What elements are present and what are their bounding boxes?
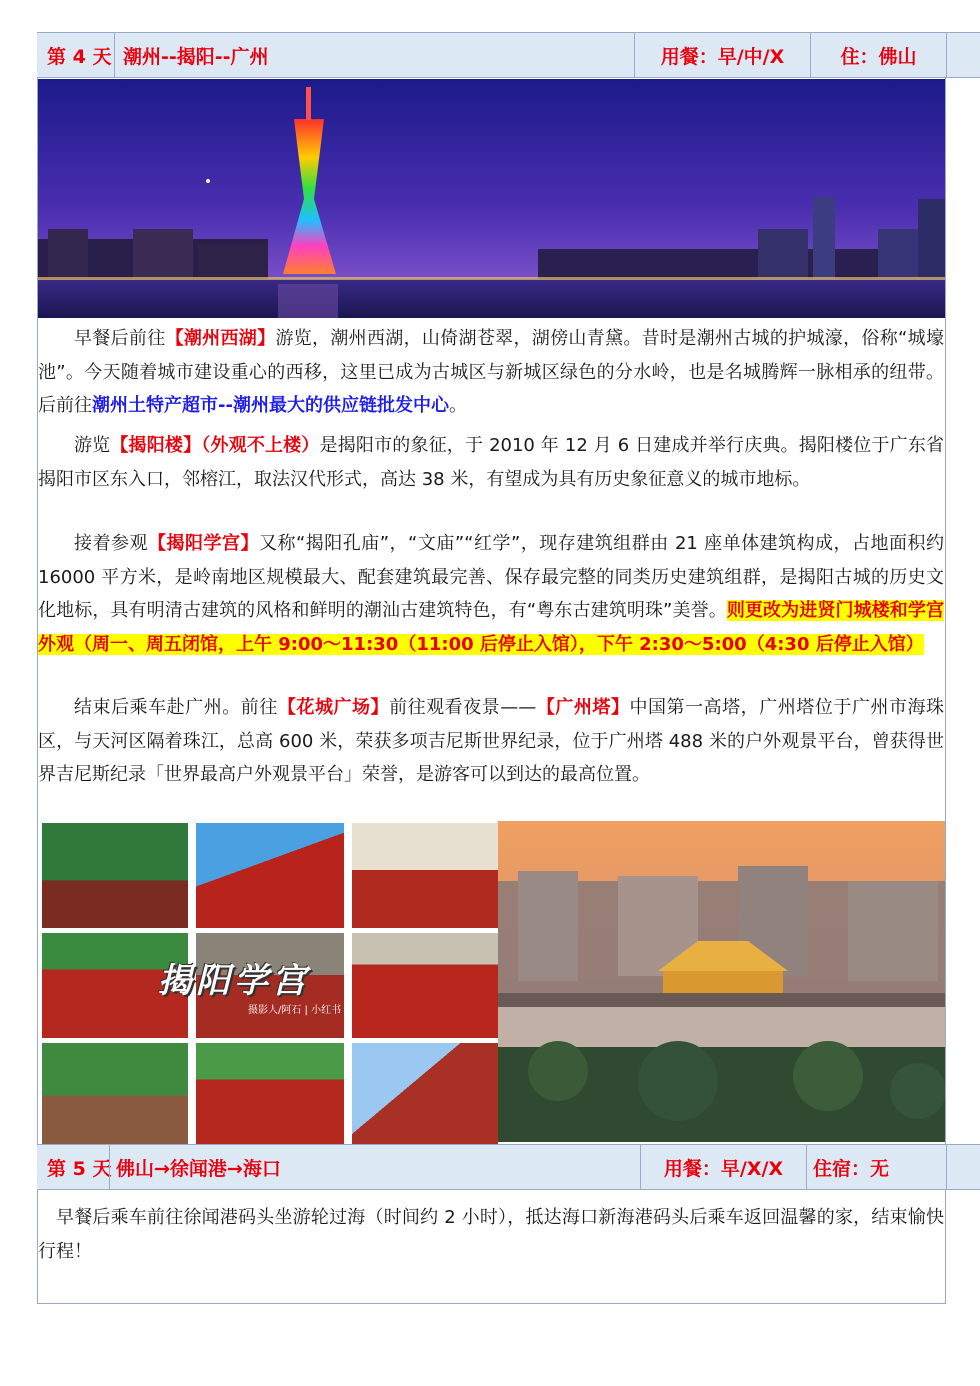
header-edge — [946, 1145, 980, 1189]
day4-paragraph-2: 游览【揭阳楼】（外观不上楼）是揭阳市的象征，于 2010 年 12 月 6 日建成并举行庆典。揭阳楼位于广东省揭阳市区东入口，邻榕江，取法汉代形式，高达 38 米，有望成为具有历史象征意义的城市地标。 — [38, 435, 945, 490]
collage-title: 揭阳学宫 — [158, 961, 310, 1001]
chaozhou-west-lake-highlight: 【潮州西湖】 — [165, 328, 276, 349]
jieyang-tower-highlight: 【揭阳楼】（外观不上楼） — [110, 435, 320, 456]
jieyang-academy-highlight: 【揭阳学宫】 — [147, 533, 259, 554]
day4-stay: 住：佛山 — [810, 33, 946, 77]
day5-label: 第 5 天 — [47, 1157, 112, 1180]
canton-tower-night-photo — [38, 79, 945, 318]
collage-caption: 摄影人/阿石 | 小红书 — [248, 1005, 342, 1016]
flower-city-square-highlight: 【花城广场】 — [277, 697, 390, 718]
day5-header — [37, 1144, 980, 1190]
day5-route: 佛山→徐闻港→海口 — [109, 1145, 281, 1189]
closure-notice: 则更改为进贤门城楼和学宫外观（周一、周五闭馆，上午 9:00～11:30（11:00 后停止入馆），下午 2:30～5:00（4:30 后停止入馆） — [38, 600, 945, 655]
day5-paragraph-1: 早餐后乘车前往徐闻港码头坐游轮过海（时间约 2 小时），抵达海口新海港码头后乘车返回温馨的家，结束愉快行程！ — [38, 1207, 944, 1262]
collage-photo-8 — [196, 1043, 344, 1148]
collage-photo-2 — [196, 823, 344, 928]
day4-paragraph-4: 结束后乘车赴广州。前往【花城广场】前往观看夜景——【广州塔】中国第一高塔，广州塔位于广州市海珠区，与天河区隔着珠江，总高 600 米，荣获多项吉尼斯世界纪录，位于广州塔 488 米的户外观景平台，曾获得世界吉尼斯纪录「世界最高户外观景平台」荣誉，是游客可以到达的最高位置。 — [38, 697, 944, 785]
header-edge — [946, 33, 980, 77]
chaozhou-specialty-market-highlight: 潮州土特产超市--潮州最大的供应链批发中心 — [92, 395, 449, 416]
day4-paragraph-1: 早餐后前往【潮州西湖】游览，潮州西湖，山倚湖苍翠，湖傍山青黛。昔时是潮州古城的护城濠，俗称“城壕池”。今天随着城市建设重心的西移，这里已成为古城区与新城区绿色的分水岭，也是名城腾辉一脉相承的纽带。后前往潮州土特产超市--潮州最大的供应链批发中心。 — [38, 328, 944, 416]
day5-stay: 住宿：无 — [806, 1145, 946, 1189]
day4-header — [37, 32, 980, 78]
guangzhou-city-dusk-photo — [498, 821, 945, 1142]
collage-photo-3 — [352, 823, 498, 928]
collage-photo-9 — [352, 1043, 498, 1148]
day5-meals: 用餐：早/X/X — [640, 1145, 806, 1189]
collage-photo-6 — [352, 933, 498, 1038]
collage-photo-7 — [42, 1043, 188, 1148]
day4-label: 第 4 天 — [47, 45, 112, 68]
day4-paragraph-3: 接着参观【揭阳学宫】又称“揭阳孔庙”，“文庙”“红学”，现存建筑组群由 21 座单体建筑构成，占地面积约 16000 平方米，是岭南地区规模最大、配套建筑最完善、保存最完整的同类历史建筑组群，是揭阳古城的历史文化地标，具有明清古建筑的风格和鲜明的潮汕古建筑特色，有“粤东古建筑明珠”美誉。则更改为进贤门城楼和学宫外观（周一、周五闭馆，上午 9:00～11:30（11:00 后停止入馆），下午 2:30～5:00（4:30 后停止入馆） — [38, 533, 945, 655]
day4-meals: 用餐：早/中/X — [634, 33, 810, 77]
day4-route: 潮州--揭阳--广州 — [114, 33, 269, 77]
collage-photo-1 — [42, 823, 188, 928]
jieyang-academy-collage — [38, 821, 498, 1150]
canton-tower-highlight: 【广州塔】 — [536, 697, 630, 718]
